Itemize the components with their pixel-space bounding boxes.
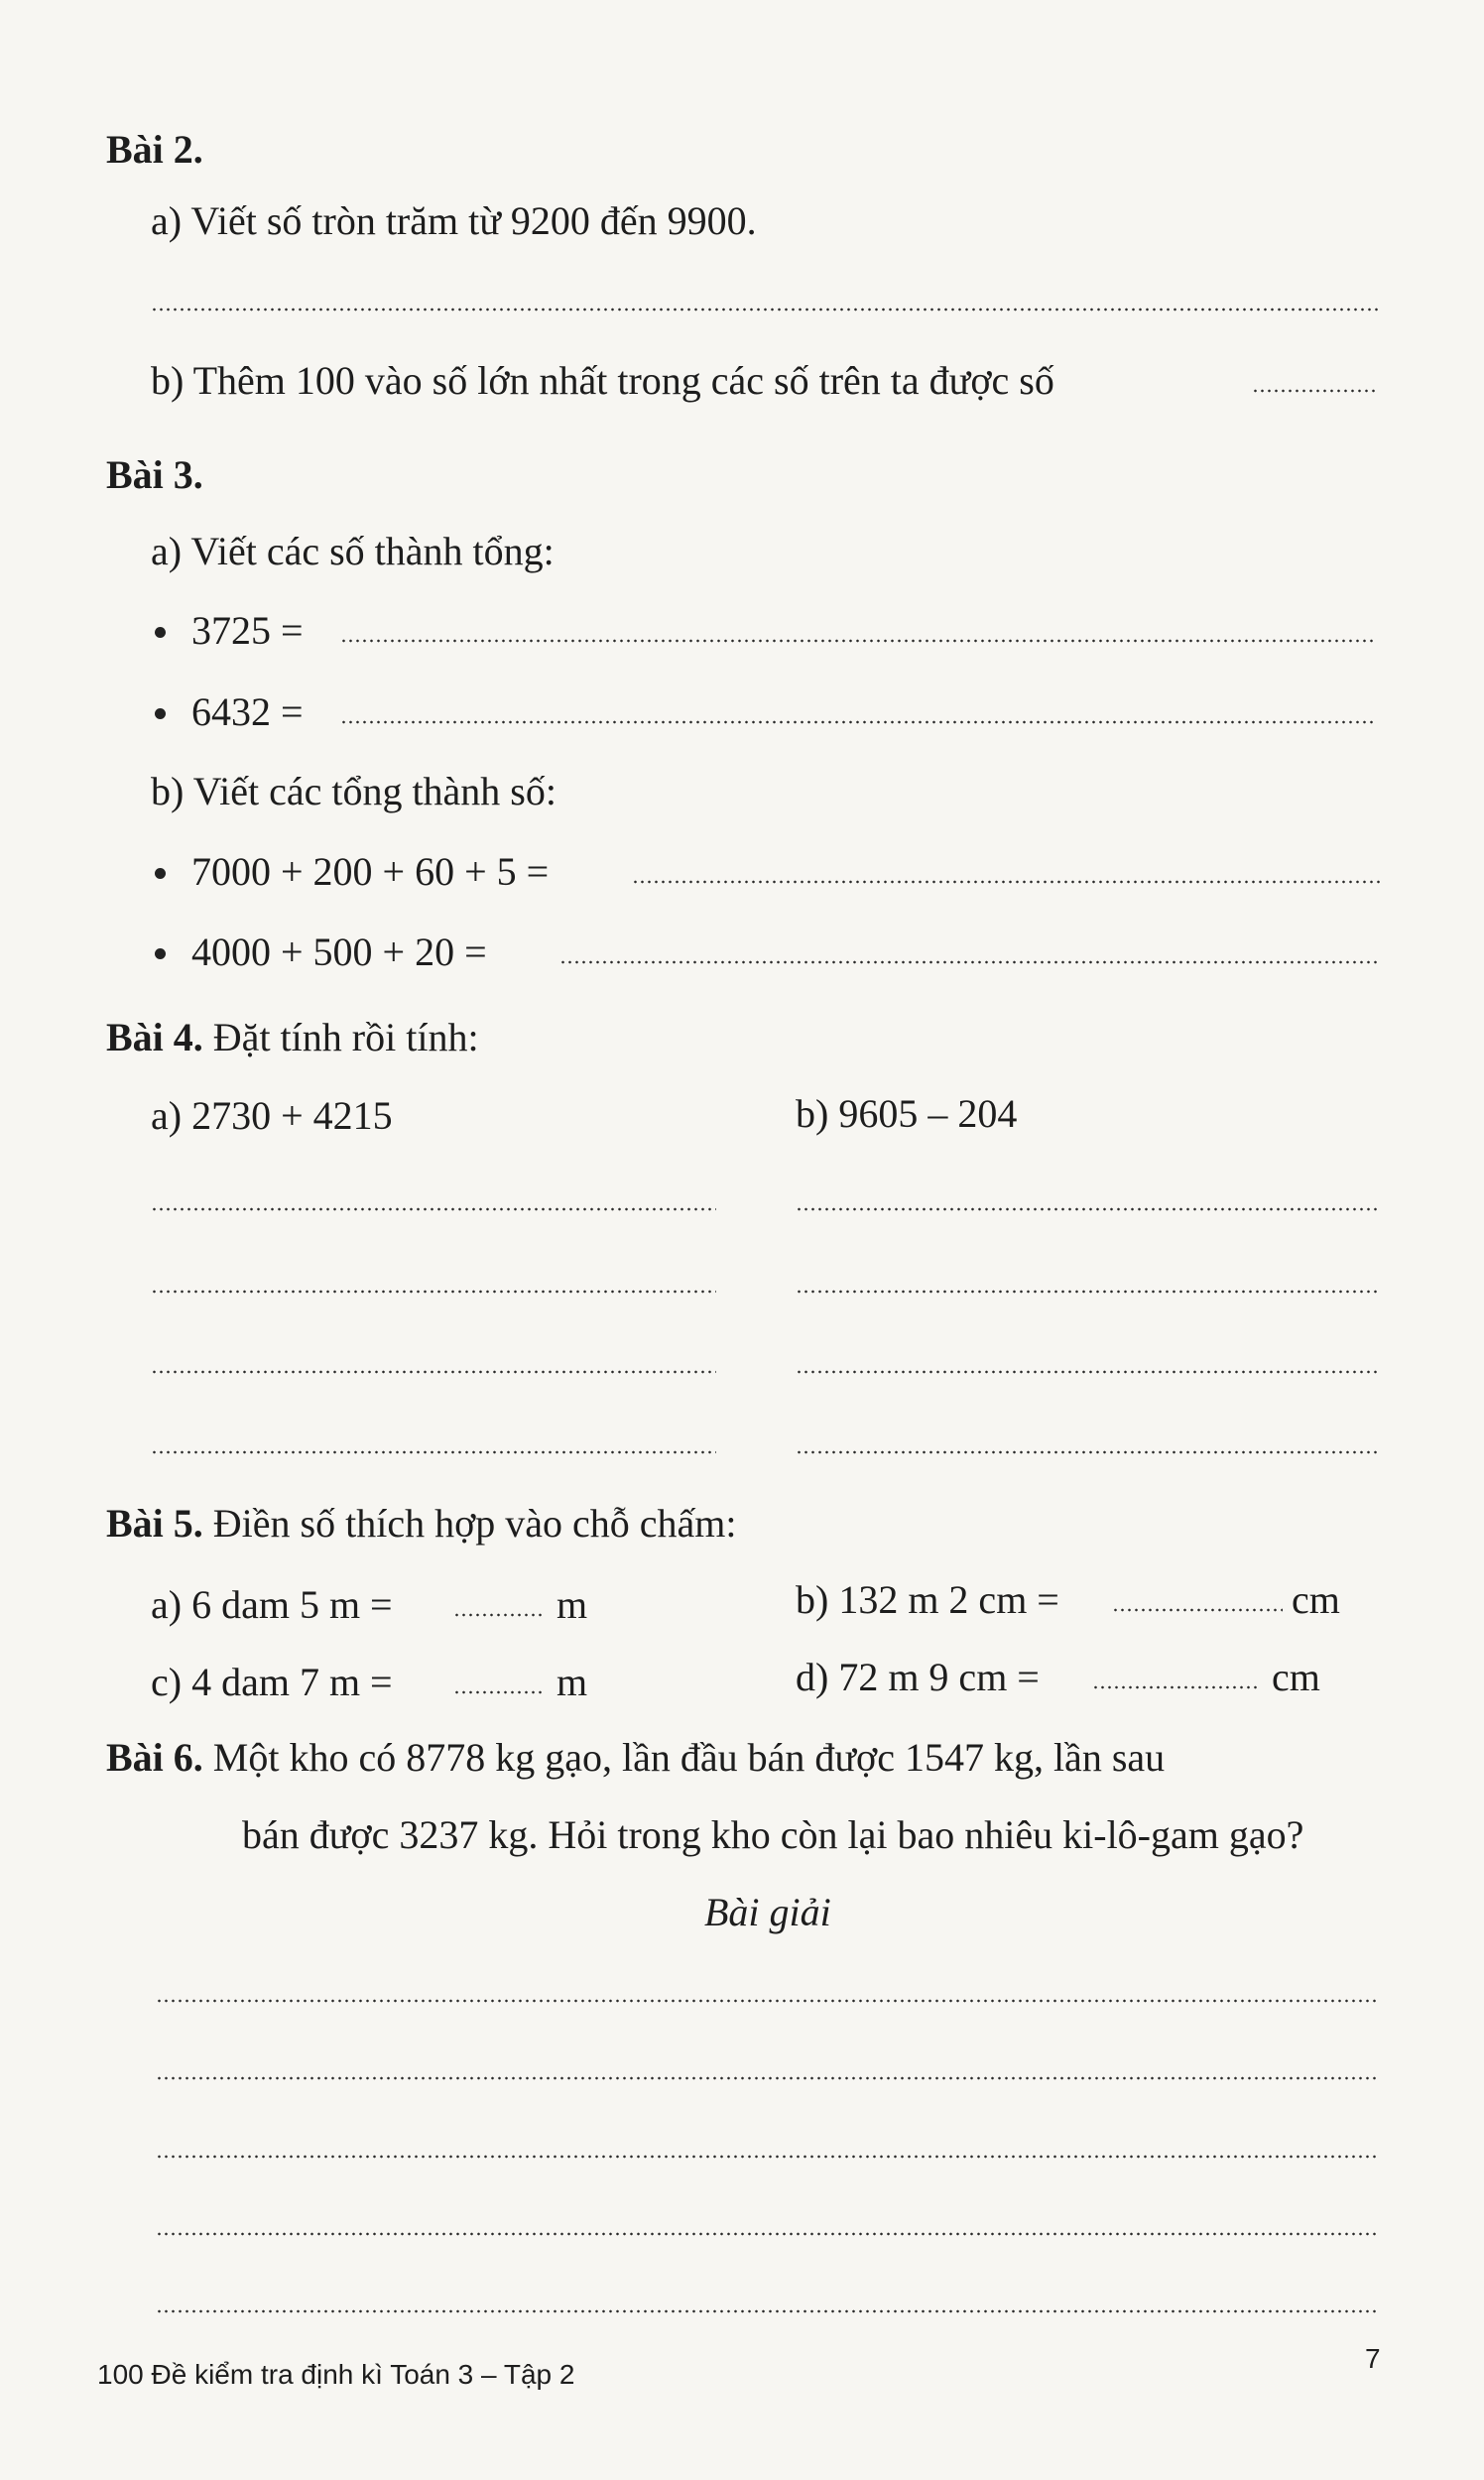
bai5-a-answer-blank[interactable] — [453, 1612, 543, 1618]
bullet-icon — [155, 708, 166, 719]
bai3-b-answer-line-1[interactable] — [632, 879, 1383, 885]
bai4-part-a: a) 2730 + 4215 — [151, 1093, 393, 1138]
bai6-solution-line-1[interactable] — [156, 1998, 1379, 2004]
bai3-a-item-2: 6432 = — [191, 689, 304, 734]
bai5-d-text: d) 72 m 9 cm = — [796, 1655, 1040, 1699]
bai2-answer-line-a[interactable] — [151, 307, 1379, 312]
bai5-b-unit: cm — [1292, 1577, 1340, 1622]
bai4-title: Bài 4. — [106, 1015, 203, 1059]
bai5-c-text: c) 4 dam 7 m = — [151, 1660, 393, 1704]
bai6-line-1 — [106, 1734, 1165, 1782]
bai6-solution-line-5[interactable] — [156, 2308, 1379, 2314]
bullet-icon — [155, 627, 166, 638]
bai5-c-unit: m — [556, 1660, 588, 1704]
bai6-solution-line-3[interactable] — [156, 2154, 1379, 2160]
bai4-instruction: Đặt tính rồi tính: — [212, 1015, 479, 1059]
bai6-solution-line-4[interactable] — [156, 2231, 1379, 2237]
bai6-title: Bài 6. — [106, 1735, 203, 1780]
bai5-a-text: a) 6 dam 5 m = — [151, 1582, 393, 1627]
bai6-solution-line-2[interactable] — [156, 2075, 1379, 2081]
bai5-c-answer-blank[interactable] — [453, 1689, 543, 1695]
bai6-text-1: Một kho có 8778 kg gạo, lần đầu bán được 1547 kg, lần sau — [212, 1735, 1166, 1780]
footer-page-number: 7 — [1365, 2343, 1381, 2374]
bai3-part-a: a) Viết các số thành tổng: — [151, 529, 555, 573]
bullet-icon — [155, 868, 166, 879]
bai4-b-work-line-4[interactable] — [796, 1449, 1381, 1455]
bai2-title: Bài 2. — [106, 127, 203, 172]
bai3-a-answer-line-1[interactable] — [340, 638, 1377, 644]
bai3-b-item-2: 4000 + 500 + 20 = — [191, 930, 487, 974]
bai5-heading — [106, 1500, 737, 1548]
bai2-part-b: b) Thêm 100 vào số lớn nhất trong các số trên ta được số — [151, 358, 1054, 403]
bai2-part-a: a) Viết số tròn trăm từ 9200 đến 9900. — [151, 198, 757, 243]
bai4-heading — [106, 1014, 479, 1061]
bai2-answer-line-b[interactable] — [1252, 388, 1379, 394]
bullet-icon — [155, 948, 166, 959]
bai5-d-unit: cm — [1272, 1655, 1320, 1699]
bai6-solution-label: Bài giải — [704, 1890, 831, 1934]
bai5-b-text: b) 132 m 2 cm = — [796, 1577, 1059, 1622]
bai6-text-2: bán được 3237 kg. Hỏi trong kho còn lại bao nhiêu ki-lô-gam gạo? — [242, 1812, 1304, 1857]
bai4-b-work-line-2[interactable] — [796, 1289, 1381, 1295]
bai5-instruction: Điền số thích hợp vào chỗ chấm: — [212, 1501, 737, 1546]
bai5-a-unit: m — [556, 1582, 588, 1627]
bai4-a-work-line-2[interactable] — [151, 1289, 716, 1295]
bai4-b-work-line-1[interactable] — [796, 1206, 1381, 1212]
bai3-a-answer-line-2[interactable] — [340, 719, 1377, 725]
bai3-part-b: b) Viết các tổng thành số: — [151, 769, 556, 813]
bai4-a-work-line-4[interactable] — [151, 1449, 716, 1455]
bai4-a-work-line-1[interactable] — [151, 1206, 716, 1212]
bai3-a-item-1: 3725 = — [191, 608, 304, 653]
bai5-d-answer-blank[interactable] — [1092, 1684, 1261, 1690]
bai5-b-answer-blank[interactable] — [1112, 1607, 1283, 1613]
bai5-title: Bài 5. — [106, 1501, 203, 1546]
bai4-a-work-line-3[interactable] — [151, 1369, 716, 1375]
bai3-b-answer-line-2[interactable] — [559, 959, 1377, 965]
bai4-b-work-line-3[interactable] — [796, 1369, 1381, 1375]
footer-book-title: 100 Đề kiểm tra định kì Toán 3 – Tập 2 — [97, 2359, 575, 2390]
bai4-part-b: b) 9605 – 204 — [796, 1091, 1018, 1136]
bai3-title: Bài 3. — [106, 452, 203, 497]
bai3-b-item-1: 7000 + 200 + 60 + 5 = — [191, 849, 550, 894]
